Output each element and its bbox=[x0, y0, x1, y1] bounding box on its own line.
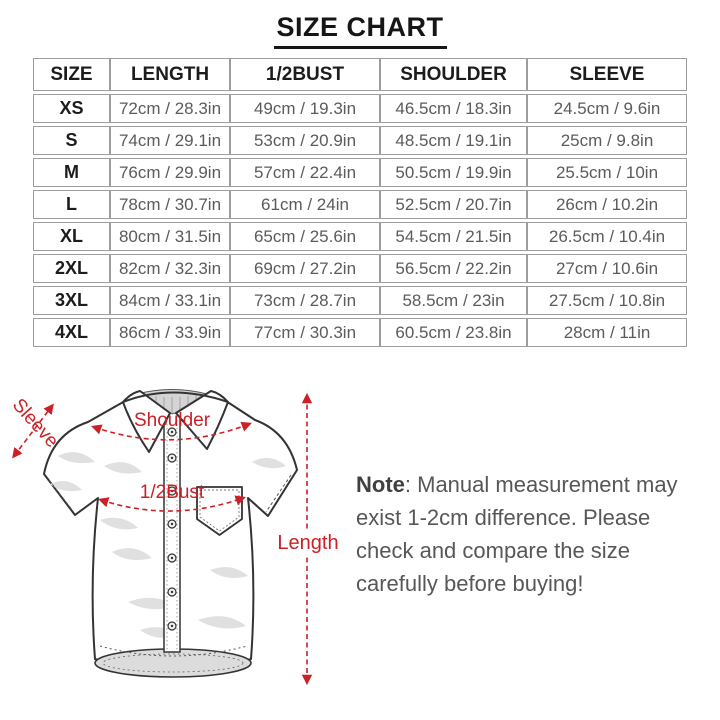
size-table bbox=[33, 55, 687, 350]
table-cell: 27.5cm / 10.8in bbox=[527, 286, 687, 315]
note-text bbox=[356, 468, 688, 600]
shirt-diagram bbox=[0, 370, 350, 720]
size-label: 2XL bbox=[33, 254, 110, 283]
table-cell: 78cm / 30.7in bbox=[110, 190, 230, 219]
page-title: SIZE CHART bbox=[274, 12, 447, 49]
table-cell: 61cm / 24in bbox=[230, 190, 380, 219]
table-cell: 82cm / 32.3in bbox=[110, 254, 230, 283]
size-label: L bbox=[33, 190, 110, 219]
table-cell: 53cm / 20.9in bbox=[230, 126, 380, 155]
table-cell: 76cm / 29.9in bbox=[110, 158, 230, 187]
table-cell: 26cm / 10.2in bbox=[527, 190, 687, 219]
header-sleeve: SLEEVE bbox=[527, 58, 687, 91]
table-row bbox=[33, 222, 687, 251]
table-cell: 52.5cm / 20.7in bbox=[380, 190, 527, 219]
table-cell: 60.5cm / 23.8in bbox=[380, 318, 527, 347]
table-cell: 46.5cm / 18.3in bbox=[380, 94, 527, 123]
shirt-hem bbox=[95, 649, 251, 677]
header-length: LENGTH bbox=[110, 58, 230, 91]
size-label: 4XL bbox=[33, 318, 110, 347]
table-row bbox=[33, 190, 687, 219]
table-cell: 77cm / 30.3in bbox=[230, 318, 380, 347]
table-cell: 28cm / 11in bbox=[527, 318, 687, 347]
table-cell: 58.5cm / 23in bbox=[380, 286, 527, 315]
table-cell: 27cm / 10.6in bbox=[527, 254, 687, 283]
size-label: 3XL bbox=[33, 286, 110, 315]
table-cell: 25cm / 9.8in bbox=[527, 126, 687, 155]
table-cell: 54.5cm / 21.5in bbox=[380, 222, 527, 251]
table-cell: 69cm / 27.2in bbox=[230, 254, 380, 283]
header-bust: 1/2BUST bbox=[230, 58, 380, 91]
table-cell: 50.5cm / 19.9in bbox=[380, 158, 527, 187]
table-row bbox=[33, 126, 687, 155]
size-label: S bbox=[33, 126, 110, 155]
sleeve-label: Sleeve bbox=[7, 394, 63, 452]
note-label: Note bbox=[356, 472, 405, 497]
table-row bbox=[33, 94, 687, 123]
table-row bbox=[33, 254, 687, 283]
table-cell: 49cm / 19.3in bbox=[230, 94, 380, 123]
table-cell: 73cm / 28.7in bbox=[230, 286, 380, 315]
table-cell: 56.5cm / 22.2in bbox=[380, 254, 527, 283]
placket bbox=[164, 412, 180, 652]
table-cell: 65cm / 25.6in bbox=[230, 222, 380, 251]
shoulder-label: Shoulder bbox=[133, 410, 211, 431]
table-cell: 57cm / 22.4in bbox=[230, 158, 380, 187]
size-label: XS bbox=[33, 94, 110, 123]
bust-label: 1/2Bust bbox=[139, 482, 205, 503]
table-cell: 25.5cm / 10in bbox=[527, 158, 687, 187]
size-label: M bbox=[33, 158, 110, 187]
table-cell: 80cm / 31.5in bbox=[110, 222, 230, 251]
table-cell: 48.5cm / 19.1in bbox=[380, 126, 527, 155]
table-cell: 24.5cm / 9.6in bbox=[527, 94, 687, 123]
table-row bbox=[33, 318, 687, 347]
title-wrap bbox=[0, 12, 720, 49]
size-label: XL bbox=[33, 222, 110, 251]
table-row bbox=[33, 158, 687, 187]
table-header-row bbox=[33, 58, 687, 91]
table-cell: 86cm / 33.9in bbox=[110, 318, 230, 347]
length-label: Length bbox=[277, 532, 339, 554]
note-body: : Manual measurement may exist 1-2cm difference. Please check and compare the size carefully before buying! bbox=[356, 472, 678, 596]
table-cell: 72cm / 28.3in bbox=[110, 94, 230, 123]
table-cell: 84cm / 33.1in bbox=[110, 286, 230, 315]
table-cell: 74cm / 29.1in bbox=[110, 126, 230, 155]
header-size: SIZE bbox=[33, 58, 110, 91]
header-shoulder: SHOULDER bbox=[380, 58, 527, 91]
table-cell: 26.5cm / 10.4in bbox=[527, 222, 687, 251]
table-row bbox=[33, 286, 687, 315]
